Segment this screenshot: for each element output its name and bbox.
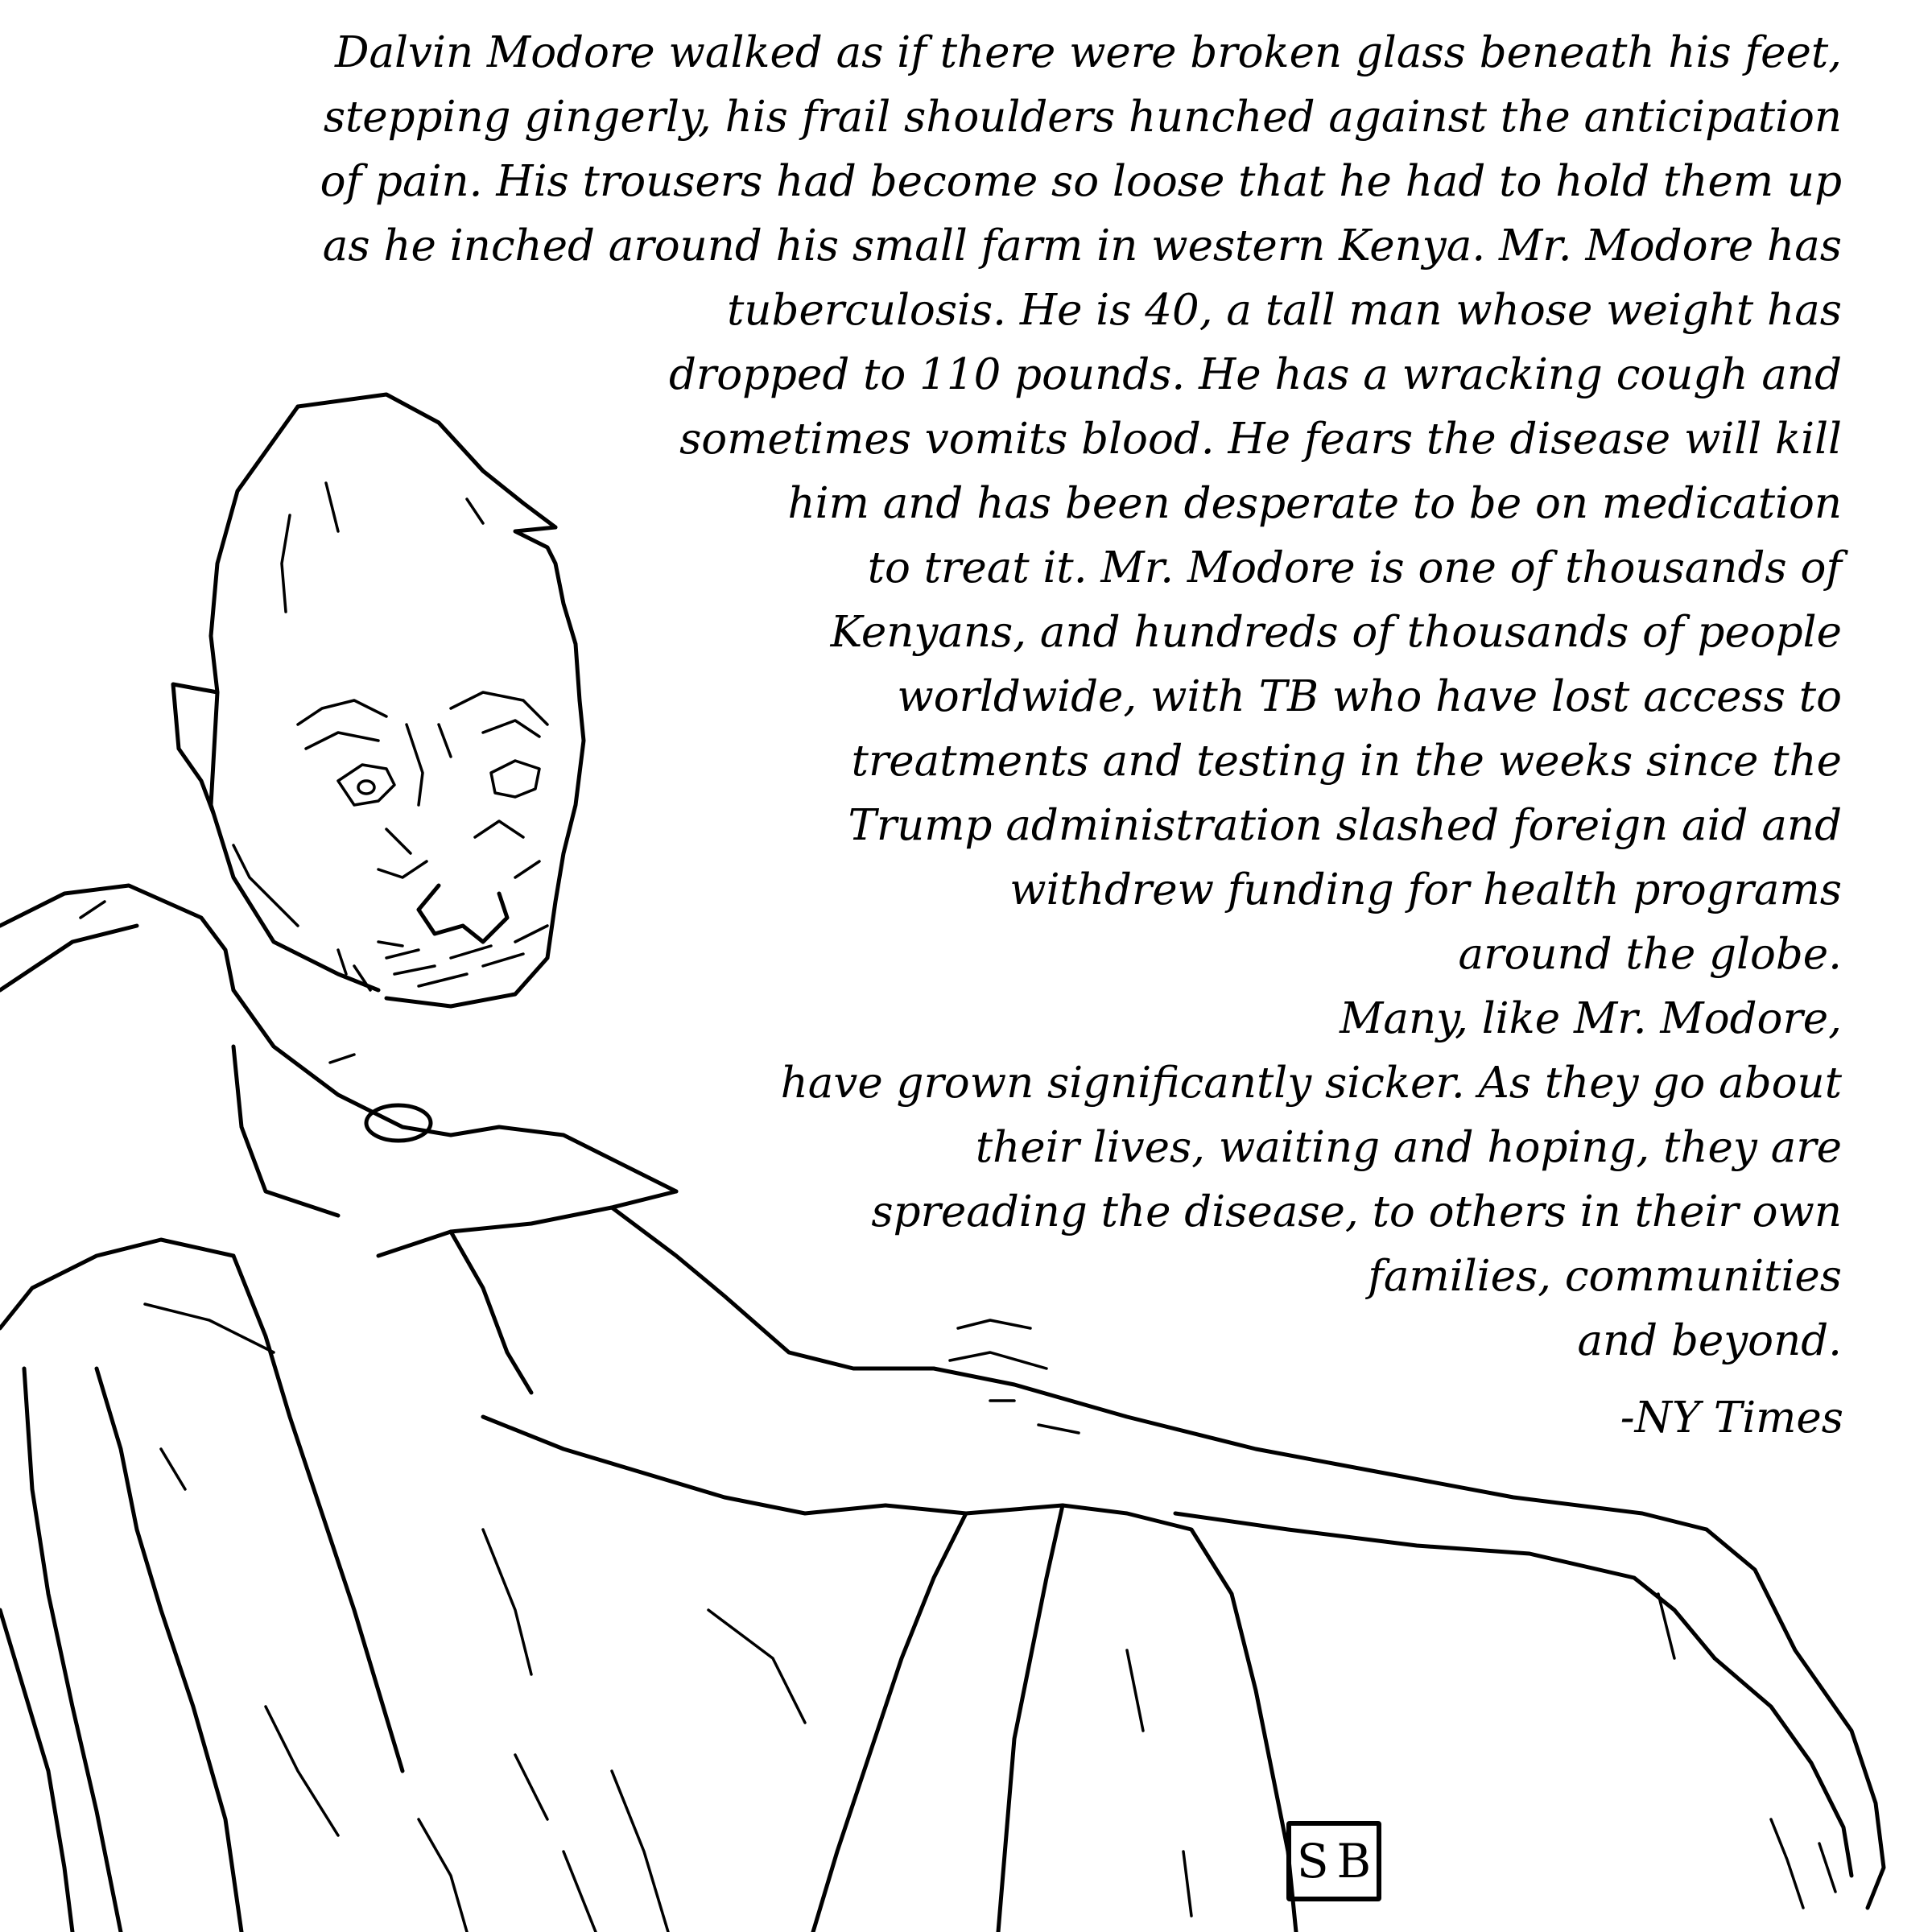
quote-line: Trump administration slashed foreign aid and xyxy=(848,801,1842,850)
quote-line: families, communities xyxy=(1368,1252,1842,1301)
quote-attribution: -NY Times xyxy=(1620,1393,1843,1443)
quote-line: as he inched around his small farm in western Kenya. Mr. Modore has xyxy=(322,221,1842,270)
artist-signature: SB xyxy=(1286,1821,1381,1901)
quote-line: tuberculosis. He is 40, a tall man whose weight has xyxy=(727,286,1842,335)
quote-line: treatments and testing in the weeks since the xyxy=(851,737,1842,786)
quote-line: Kenyans, and hundreds of thousands of people xyxy=(830,608,1842,657)
quote-line: Dalvin Modore walked as if there were broken glass beneath his feet, xyxy=(335,28,1842,77)
quote-line: their lives, waiting and hoping, they are xyxy=(975,1123,1842,1172)
quote-line: him and has been desperate to be on medication xyxy=(787,479,1842,528)
quote-line: Many, like Mr. Modore, xyxy=(1340,994,1842,1043)
quote-line: stepping gingerly, his frail shoulders hunched against the anticipation xyxy=(323,93,1842,142)
quote-line: withdrew funding for health programs xyxy=(1009,865,1842,914)
quote-line: and beyond. xyxy=(1577,1316,1842,1365)
quote-line: of pain. His trousers had become so loose that he had to hold them up xyxy=(320,157,1842,206)
quote-line: worldwide, with TB who have lost access to xyxy=(897,672,1842,721)
quote-text-block xyxy=(71,21,1842,1373)
quote-line: around the globe. xyxy=(1458,930,1842,979)
quote-line: dropped to 110 pounds. He has a wracking cough and xyxy=(668,350,1842,399)
quote-line: to treat it. Mr. Modore is one of thousands of xyxy=(867,543,1842,592)
quote-line: spreading the disease, to others in their own xyxy=(871,1187,1842,1236)
quote-line: have grown significantly sicker. As they go about xyxy=(780,1059,1842,1108)
quote-line: sometimes vomits blood. He fears the disease will kill xyxy=(679,415,1842,464)
